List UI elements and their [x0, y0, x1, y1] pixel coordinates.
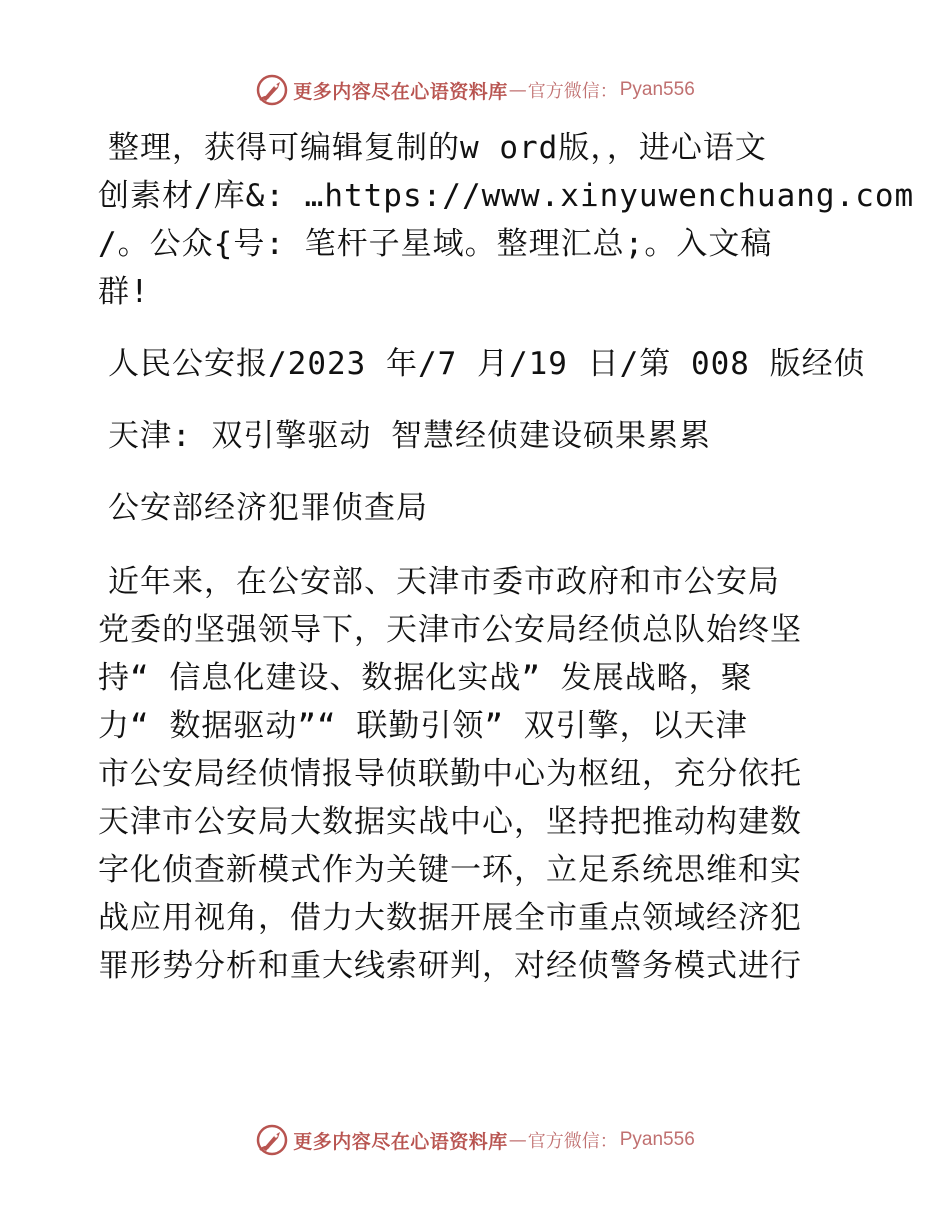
body-line: 罪形势分析和重大线索研判，对经侦警务模式进行	[98, 948, 802, 984]
document-body	[98, 124, 915, 990]
intro-line: 群!	[98, 274, 150, 310]
pen-nib-logo-icon	[255, 1123, 289, 1157]
pen-nib-logo-icon	[255, 73, 289, 107]
watermark-separator: —	[508, 1129, 527, 1151]
article-author: 公安部经济犯罪侦查局	[108, 490, 428, 526]
watermark-brand: 更多内容尽在心语资料库	[293, 80, 508, 103]
body-line: 党委的坚强领导下，天津市公安局经侦总队始终坚	[98, 612, 802, 648]
intro-line: 整理，获得可编辑复制的w ord版，，进心语文	[108, 130, 767, 166]
article-paragraph	[98, 558, 858, 990]
footer-watermark	[0, 1120, 950, 1160]
intro-paragraph	[98, 124, 915, 316]
body-line: 市公安局经侦情报导侦联勤中心为枢纽，充分依托	[98, 756, 802, 792]
watermark-official-label: 官方微信：	[527, 81, 618, 102]
body-line: 近年来，在公安部、天津市委市政府和市公安局	[108, 564, 780, 600]
body-line: 战应用视角，借力大数据开展全市重点领域经济犯	[98, 900, 802, 936]
intro-line: 创素材/库&: …https://www.xinyuwenchuang.com	[98, 178, 915, 214]
header-watermark	[0, 70, 950, 110]
article-headline: 天津: 双引擎驱动 智慧经侦建设硕果累累	[108, 418, 711, 454]
body-line: 字化侦查新模式作为关键一环，立足系统思维和实	[98, 852, 802, 888]
watermark-wechat-id: Pyan556	[619, 79, 695, 100]
intro-line: /。公众{号: 笔杆子星域。整理汇总;。入文稿	[98, 226, 773, 262]
body-line: 力“ 数据驱动”“ 联勤引领” 双引擎，以天津	[98, 708, 748, 744]
watermark-separator: —	[508, 79, 527, 101]
watermark-official-label: 官方微信：	[527, 1131, 618, 1152]
body-line: 天津市公安局大数据实战中心，坚持把推动构建数	[98, 804, 802, 840]
watermark-brand: 更多内容尽在心语资料库	[293, 1130, 508, 1153]
watermark-wechat-id: Pyan556	[619, 1129, 695, 1150]
source-line: 人民公安报/2023 年/7 月/19 日/第 008 版经侦	[108, 346, 866, 382]
body-line: 持“ 信息化建设、数据化实战” 发展战略，聚	[98, 660, 753, 696]
